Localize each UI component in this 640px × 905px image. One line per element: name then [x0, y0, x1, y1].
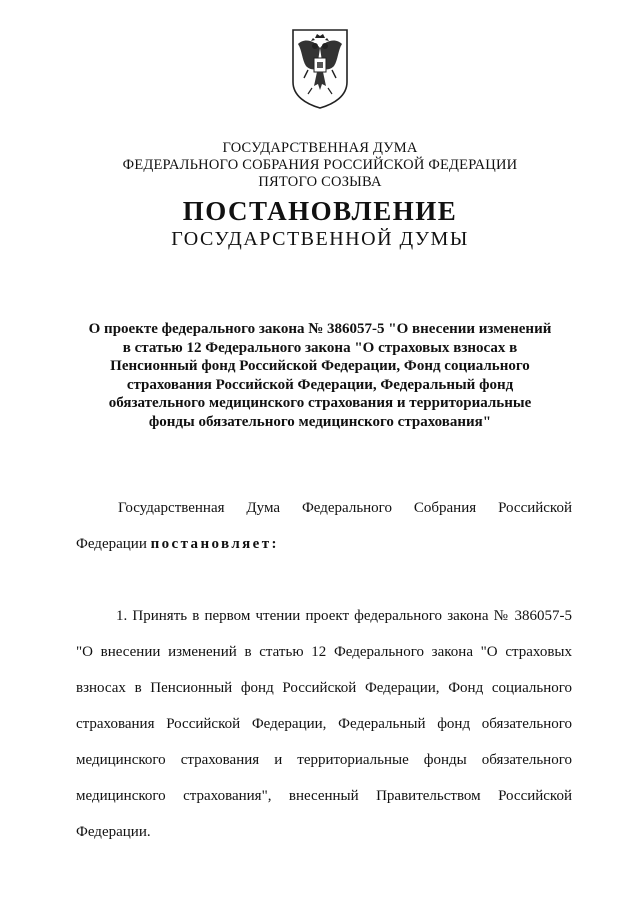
coat-of-arms-emblem — [290, 26, 350, 110]
organization-name — [0, 140, 640, 191]
subject-line: обязательного медицинского страхования и территориальные — [108, 395, 532, 411]
document-subtitle: ГОСУДАРСТВЕННОЙ ДУМЫ — [171, 228, 469, 250]
clause-line: медицинского страхования", внесенный Правительством Российской — [76, 788, 572, 804]
subject-line: страхования Российской Федерации, Федеральный фонд — [126, 376, 514, 393]
resolves-word: постановляет: — [150, 536, 279, 552]
coat-of-arms-icon — [290, 26, 350, 110]
subject-line: О проекте федерального закона № 386057-5 "О внесении изменений — [88, 321, 552, 337]
org-line-3: ПЯТОГО СОЗЫВА — [258, 174, 382, 190]
resolution-subject — [70, 320, 570, 431]
clause-line: страхования Российской Федерации, Федеральный фонд обязательного — [76, 716, 572, 732]
subject-line: в статью 12 Федерального закона "О страховых взносах в — [122, 339, 518, 356]
preamble-line-2 — [76, 536, 572, 553]
document-title: ПОСТАНОВЛЕНИЕ — [182, 196, 458, 226]
subject-line: Пенсионный фонд Российской Федерации, Фонд социального — [110, 358, 530, 374]
preamble-line-1: Государственная Дума Федерального Собрания Российской — [118, 500, 572, 516]
clause-line: Федерации. — [76, 824, 151, 840]
org-line-1: ГОСУДАРСТВЕННАЯ ДУМА — [222, 140, 418, 156]
preamble-prefix: Федерации — [76, 536, 151, 552]
clause-line: взносах в Пенсионный фонд Российской Федерации, Фонд социального — [76, 680, 572, 696]
clause-line: "О внесении изменений в статью 12 Федерального закона "О страховых — [76, 644, 572, 660]
subject-line: фонды обязательного медицинского страхования" — [148, 413, 492, 430]
clause-line: медицинского страхования и территориальные фонды обязательного — [76, 752, 572, 768]
org-line-2: ФЕДЕРАЛЬНОГО СОБРАНИЯ РОССИЙСКОЙ ФЕДЕРАЦИИ — [122, 157, 518, 173]
clause-line: 1. Принять в первом чтении проект федерального закона № 386057-5 — [116, 608, 572, 624]
